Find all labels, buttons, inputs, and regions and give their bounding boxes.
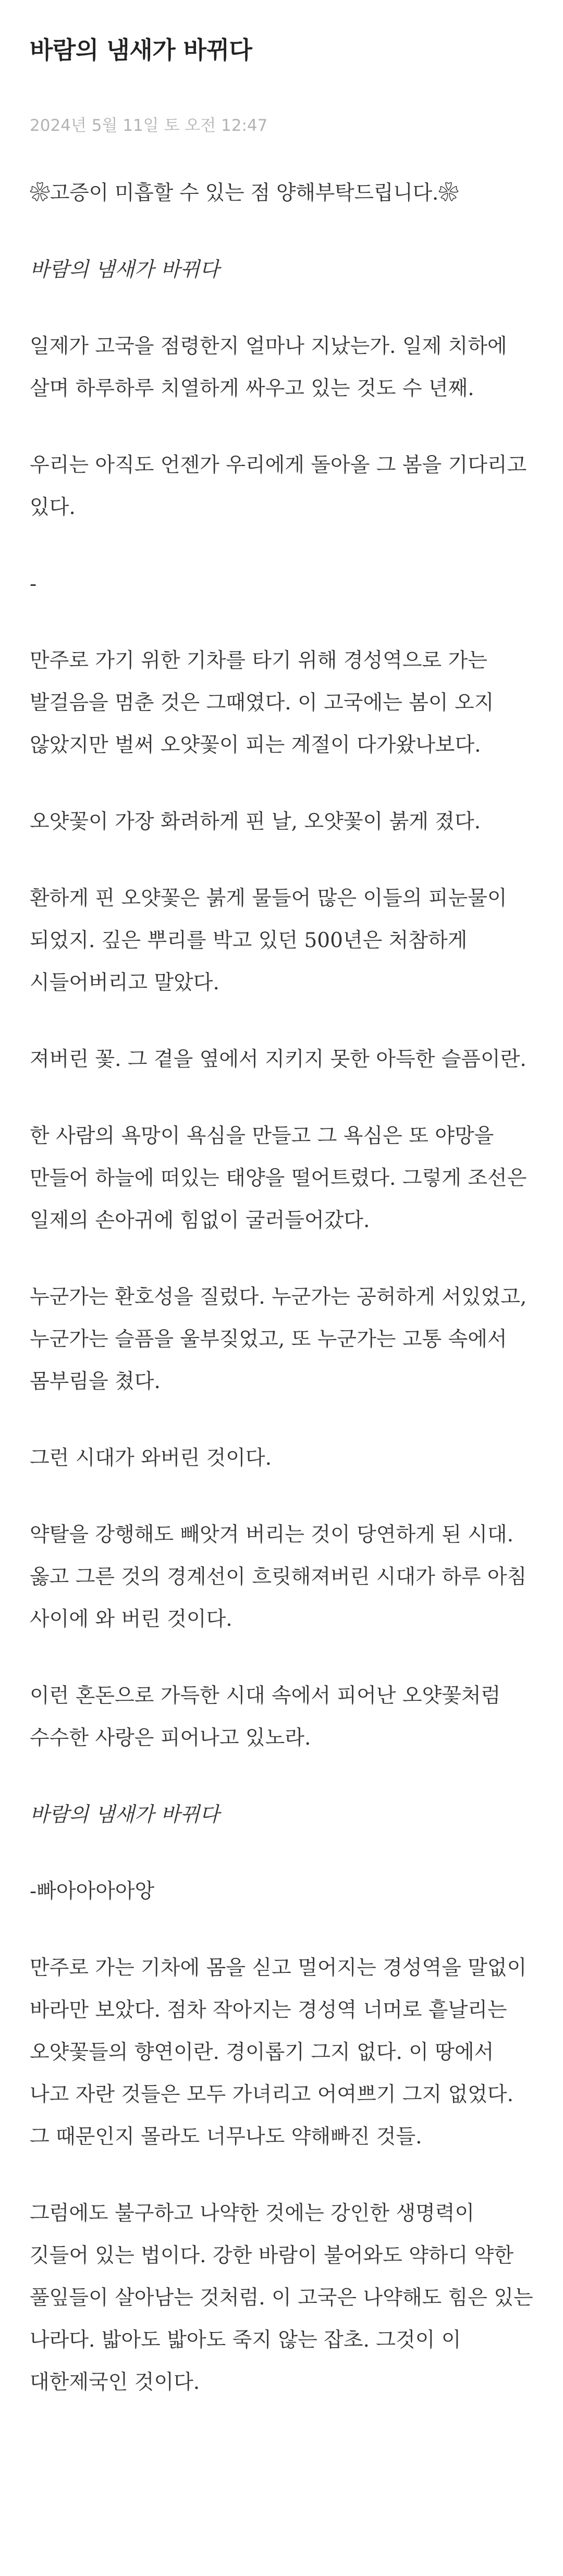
body-paragraph: 약탈을 강행해도 빼앗겨 버리는 것이 당연하게 된 시대. 옳고 그른 것의 경계선이 흐릿해져버린 시대가 하루 아침 사이에 와 버린 것이다. [30,1523,527,1631]
body-paragraph: 그럼에도 불구하고 나약한 것에는 강인한 생명력이 깃들어 있는 법이다. 강한 바람이 불어와도 약하디 약한 풀잎들이 살아남는 것처럼. 이 고국은 나약해도 힘은 있는 나라다. 밟아도 밟아도 죽지 않는 잡초. 그것이 이 대한제국인 것이다. [30,2202,533,2394]
post-title: 바람의 냄새가 바뀌다 [30,36,252,64]
body-paragraph: 그런 시대가 와버린 것이다. [30,1446,272,1470]
body-paragraph: 만주로 가기 위한 기차를 타기 위해 경성역으로 가는 발걸음을 멈춘 것은 그때였다. 이 고국에는 봄이 오지 않았지만 벌써 오얏꽃이 피는 계절이 다가왔나보다. [30,649,494,757]
body-paragraph: 오얏꽃이 가장 화려하게 핀 날, 오얏꽃이 붉게 졌다. [30,810,481,833]
body-paragraph: 일제가 고국을 점령한지 얼마나 지났는가. 일제 치하에 살며 하루하루 치열하게 싸우고 있는 것도 수 년째. [30,335,507,400]
section-heading: 바람의 냄새가 바뀌다 [30,1803,219,1826]
section-heading: 바람의 냄새가 바뀌다 [30,258,219,281]
post-body [30,172,533,2438]
notice-paragraph: ❀고증이 미흡할 수 있는 점 양해부탁드립니다.❀ [30,181,459,205]
body-paragraph: 환하게 핀 오얏꽃은 붉게 물들어 많은 이들의 피눈물이 되었지. 깊은 뿌리를 박고 있던 500년은 처참하게 시들어버리고 말았다. [30,887,507,995]
body-paragraph: 만주로 가는 기차에 몸을 싣고 멀어지는 경성역을 말없이 바라만 보았다. 점차 작아지는 경성역 너머로 흩날리는 오얏꽃들의 향연이란. 경이롭기 그지 없다. 이 땅에서 나고 자란 것들은 모두 가녀리고 어여쁘기 그지 없었다. 그 때문인지 몰라도 너무나도 약해빠진 것들. [30,1956,527,2149]
body-paragraph: 우리는 아직도 언젠가 우리에게 돌아올 그 봄을 기다리고 있다. [30,453,527,519]
body-paragraph: 져버린 꽃. 그 곁을 옆에서 지키지 못한 아득한 슬픔이란. [30,1048,527,1071]
body-paragraph: 누군가는 환호성을 질렀다. 누군가는 공허하게 서있었고, 누군가는 슬픔을 울부짖었고, 또 누군가는 고통 속에서 몸부림을 쳤다. [30,1285,527,1393]
body-paragraph: -빠아아아아앙 [30,1880,155,1903]
body-paragraph: 한 사람의 욕망이 욕심을 만들고 그 욕심은 또 야망을 만들어 하늘에 떠있는 태양을 떨어트렸다. 그렇게 조선은 일제의 손아귀에 힘없이 굴러들어갔다. [30,1124,527,1232]
separator-line: - [30,572,37,596]
post-date: 2024년 5월 11일 토 오전 12:47 [30,116,268,135]
body-paragraph: 이런 혼돈으로 가득한 시대 속에서 피어난 오얏꽃처럼 수수한 사랑은 피어나고 있노라. [30,1684,501,1750]
